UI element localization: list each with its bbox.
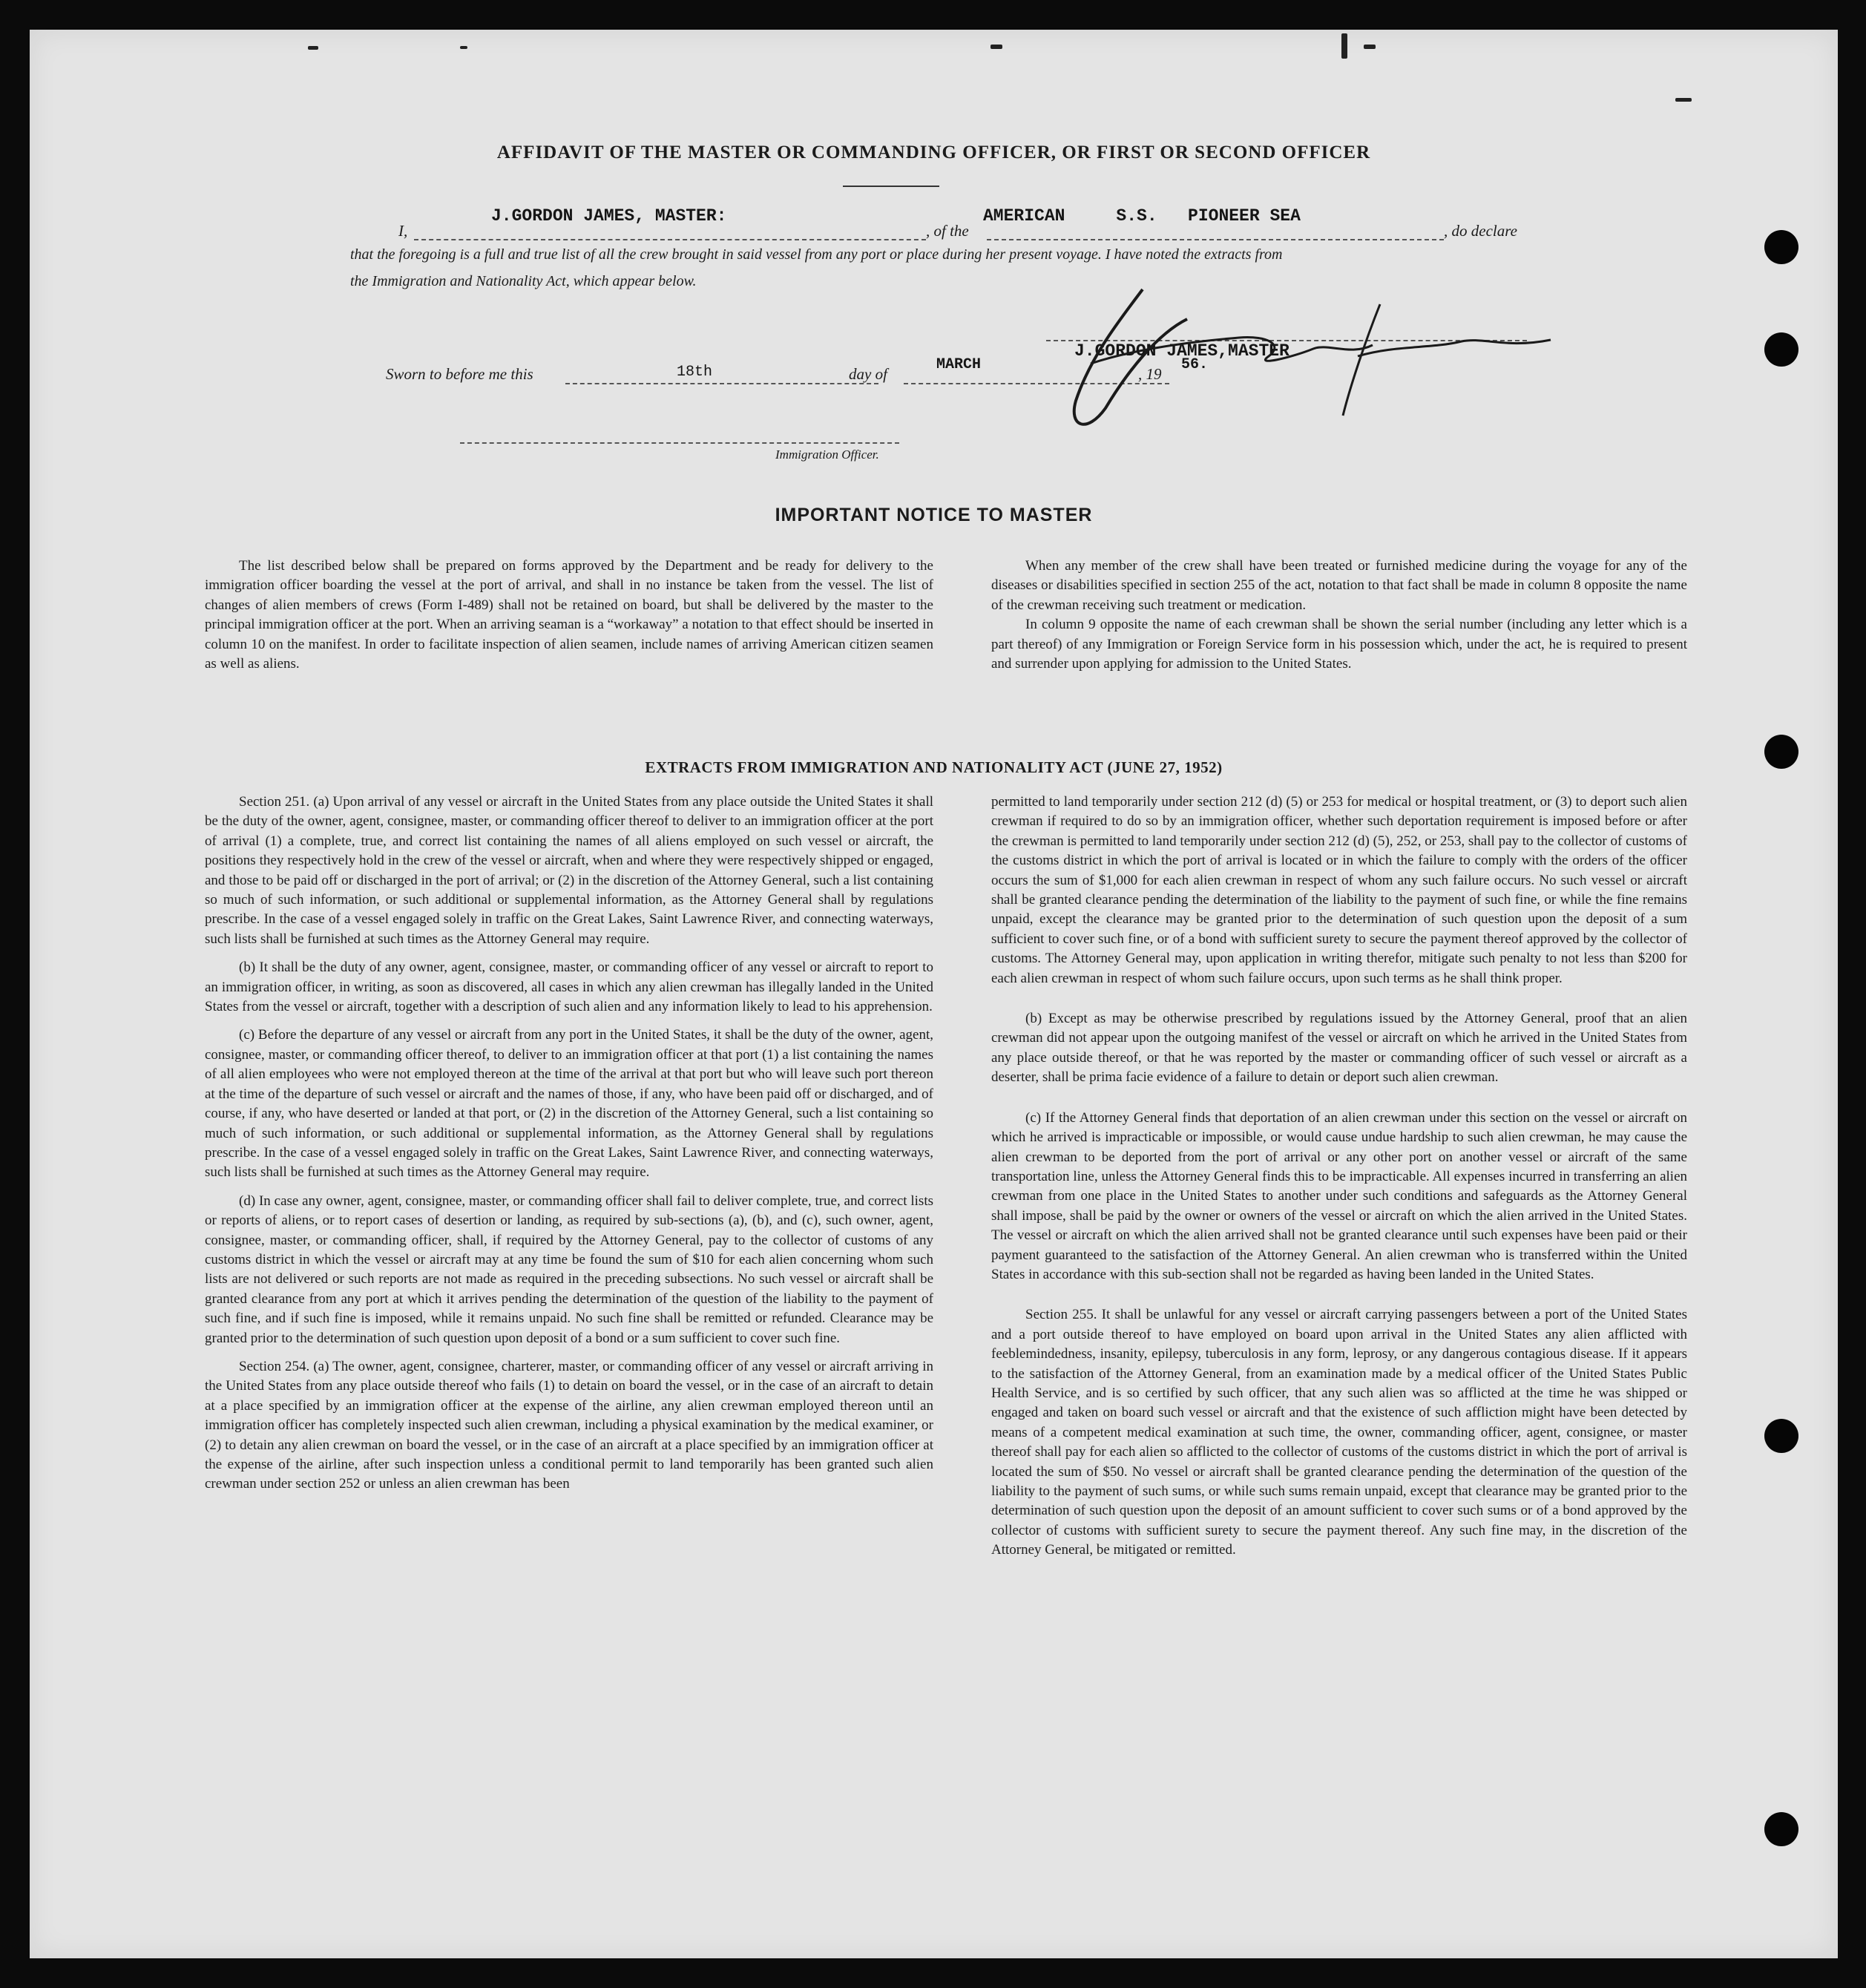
extracts-title: EXTRACTS FROM IMMIGRATION AND NATIONALITY ACT (JUNE 27, 1952) <box>645 758 1223 776</box>
scan-speck <box>308 46 318 50</box>
notice-paragraph: In column 9 opposite the name of each crewman shall be shown the serial number (including any letter which is a part thereof) of any Immigration or Foreign Service form in his possession which, under the act, he is required to present and surrender upon applying for admission to the United States. <box>991 617 1687 672</box>
sworn-label: Sworn to before me this <box>386 365 533 383</box>
sworn-day: 18th <box>677 364 713 381</box>
do-declare-label: , do declare <box>1444 222 1517 240</box>
act-section-paragraph: (b) It shall be the duty of any owner, agent, consignee, master, or commanding officer of any vessel or aircraft to report to an immigration officer, in writing, as soon as discovered, all cases in which any alien crewman has illegally landed in the United States from the vessel or aircraft, together with a description of such alien and any information likely to lead to his apprehension. <box>205 959 933 1015</box>
officer-signature-line <box>460 442 899 444</box>
binder-hole <box>1764 332 1798 367</box>
document-page <box>30 30 1838 1958</box>
act-section-paragraph: permitted to land temporarily under section 212 (d) (5) or 253 for medical or hospital treatment, or (3) to deport such alien crewman if required to do so by an immigration officer, whether such deportation requirement is imposed before or after the crewman is permitted to land temporarily under section 212 (d) (5), 252, or 253, shall pay to the collector of customs of the customs district in which the port of arrival is located or in which the failure to comply with the orders of the officer occurs the sum of $1,000 for each alien crewman in respect of whom any such failure occurs. No such vessel or aircraft shall be granted clearance pending the determination of the liability to the payment of such fine, or while the fine remains unpaid, except the clearance may be granted prior to the determination of such question upon the deposit of a sum sufficient to cover such fine, or of a bond with sufficient surety to secure the payment thereof approved by the collector of customs. The Attorney General may, upon application in writing therefor, mitigate such penalty to not less than $200 for each alien crewman in respect of whom such failure occurs, upon such terms as he shall think proper. <box>991 794 1687 986</box>
handwritten-signature <box>1046 275 1566 445</box>
extracts-left-column <box>205 793 933 1503</box>
affidavit-statement-line: that the foregoing is a full and true list of all the crew brought in said vessel from any port or place during her present voyage. I have noted the extracts from <box>350 246 1283 263</box>
binder-hole <box>1764 230 1798 264</box>
scan-speck <box>1364 45 1376 49</box>
signature-typed-name: J.GORDON JAMES,MASTER <box>1074 341 1290 361</box>
act-section-paragraph: (c) Before the departure of any vessel or aircraft from any port in the United States, it shall be the duty of the owner, agent, consignee, master, or commanding officer thereof, to deliver to an immigration officer at that port (1) a list containing the names of all alien employees who were not employed thereon at the time of the arrival at that port but who will leave such port thereon at the time of the departure of such vessel or aircraft and the names of those, if any, who have been paid off or discharged, and of course, if any, who have deserted or landed at that port, or (2) in the discretion of the Attorney General, such a list containing so much of such information, or such additional or supplemental information, as the Attorney General shall by regulations prescribe. In the case of a vessel engaged solely in traffic on the Great Lakes, Saint Lawrence River, and connecting waterways, such lists shall be furnished at such times as the Attorney General may require. <box>205 1027 933 1181</box>
extracts-right-column <box>991 793 1687 1569</box>
scan-speck <box>1341 33 1347 59</box>
act-section-paragraph: (b) Except as may be otherwise prescribed by regulations issued by the Attorney General, proof that an alien crewman did not appear upon the outgoing manifest of the vessel or aircraft on which he arrived in the United States from any place outside thereof, or that he was reported by the master or commanding officer of such vessel or aircraft as a deserter, shall be prima facie evidence of a failure to detain or deport such alien crewman. <box>991 1011 1687 1086</box>
sworn-month: MARCH <box>936 356 982 373</box>
vessel-name: AMERICAN S.S. PIONEER SEA <box>983 206 1301 226</box>
scan-speck <box>460 46 467 49</box>
name-field-line <box>414 239 926 240</box>
day-field-line <box>565 383 878 384</box>
sworn-year: 56. <box>1181 356 1209 373</box>
notice-title: IMPORTANT NOTICE TO MASTER <box>775 505 1093 525</box>
act-section-paragraph: (c) If the Attorney General finds that deportation of an alien crewman under this section on the vessel or aircraft on which he arrived is impracticable or impossible, or would cause undue hardship to such alien crewman, he may cause the alien crewman to be deported from the port of arrival or any other port on another vessel or aircraft of the same transportation line, unless the Attorney General finds this to be impracticable. All expenses incurred in transferring an alien crewman from one place in the United States to another under such conditions and safeguards as the Attorney General shall impose, shall be paid by the owner or owners of the vessel or aircraft on which the alien arrived in the United States. The vessel or aircraft on which the alien arrived shall not be granted clearance until such expenses have been paid or their payment guaranteed to the satisfaction of the Attorney General. An alien crewman who is transferred within the United States in accordance with this sub-section shall not be regarded as having been landed in the United States. <box>991 1109 1687 1282</box>
title-divider <box>843 186 939 187</box>
binder-hole <box>1764 1812 1798 1846</box>
immigration-officer-label: Immigration Officer. <box>775 447 879 462</box>
binder-hole <box>1764 1419 1798 1453</box>
of-the-label: , of the <box>926 222 969 240</box>
affidavit-title: AFFIDAVIT OF THE MASTER OR COMMANDING OFFICER, OR FIRST OR SECOND OFFICER <box>496 142 1371 163</box>
scan-speck <box>1675 98 1692 102</box>
vessel-field-line <box>987 239 1444 240</box>
day-of-label: day of <box>849 365 887 383</box>
notice-paragraph: When any member of the crew shall have been treated or furnished medicine during the voyage for any of the diseases or disabilities specified in section 255 of the act, notation to that fact shall be made in column 8 opposite the name of the crewman receiving such treatment or medication. <box>991 558 1687 613</box>
scan-speck <box>991 45 1002 49</box>
master-name: J.GORDON JAMES, MASTER: <box>491 206 727 226</box>
act-section-paragraph: (d) In case any owner, agent, consignee, master, or commanding officer shall fail to deliver complete, true, and correct lists or reports of aliens, or to report cases of desertion or landing, as required by sub-sections (a), (b), and (c), such owner, agent, consignee, master, or commanding officer, shall, if required by the Attorney General, pay to the collector of customs of any customs district in which the vessel or aircraft may at any time be found the sum of $10 for each alien concerning whom such lists are not delivered or such reports are not made as required in the preceding subsections. No such vessel or aircraft shall be granted clearance from any port at which it arrives pending the determination of the question of the liability to the payment of such fine, and if such fine is imposed, while it remains unpaid. No such fine shall be remitted or refunded. Clearance may be granted prior to the determination of such question upon deposit of a bond or a sum sufficient to cover such fine. <box>205 1193 933 1346</box>
i-label: I, <box>398 222 408 240</box>
act-section-paragraph: Section 254. (a) The owner, agent, consignee, charterer, master, or commanding officer of any vessel or aircraft arriving in the United States from any place outside thereof who fails (1) to detain on board the vessel, or in the case of an aircraft to detain at a place specified by an immigration officer at the expense of the airline, any alien crewman employed thereon until an immigration officer has completely inspected such alien crewman, including a physical examination by the medical examiner, or (2) to detain any alien crewman on board the vessel, or in the case of an aircraft at a place specified by an immigration officer at the expense of the airline, after such inspection unless a conditional permit to land temporarily has been granted such alien crewman under section 252 or unless an alien crewman has been <box>205 1358 933 1492</box>
year-prefix: , 19 <box>1138 365 1162 383</box>
notice-paragraph: The list described below shall be prepared on forms approved by the Department and be ready for delivery to the immigration officer boarding the vessel at the port of arrival, and shall in no instance be taken from the vessel. The list of changes of alien members of crews (Form I-489) shall not be retained on board, but shall be delivered by the master to the principal immigration officer at the port. When an arriving seaman is a “workaway” a notation to that effect should be inserted in column 10 on the manifest. In order to facilitate inspection of alien seamen, include names of arriving American citizen seamen as well as aliens. <box>205 558 933 672</box>
affidavit-statement-line: the Immigration and Nationality Act, which appear below. <box>350 273 697 289</box>
act-section-paragraph: Section 251. (a) Upon arrival of any vessel or aircraft in the United States from any place outside the United States it shall be the duty of the owner, agent, consignee, master, or commanding officer thereof to deliver to an immigration officer at the port of arrival (1) a complete, true, and correct list containing the names of all aliens employed on such vessel or aircraft, the positions they respectively hold in the crew of the vessel or aircraft, when and where they were respectively shipped or engaged, and those to be paid off or discharged in the port of arrival; or (2) in the discretion of the Attorney General, such a list containing so much of such information, or such additional or supplemental information, as the Attorney General shall by regulations prescribe. In the case of a vessel engaged solely in traffic on the Great Lakes, Saint Lawrence River, and connecting waterways, such lists shall be furnished at such times as the Attorney General may require. <box>205 794 933 947</box>
act-section-paragraph: Section 255. It shall be unlawful for any vessel or aircraft carrying passengers between a port of the United States and a port outside thereof to have employed on board upon arrival in the United States any alien afflicted with feeblemindedness, insanity, epilepsy, tuberculosis in any form, leprosy, or any dangerous contagious disease. If it appears to the satisfaction of the Attorney General, from an examination made by a medical officer of the United States Public Health Service, and is so certified by such officer, that any such alien was so afflicted at the time he was shipped or engaged and taken on board such vessel or aircraft and that the existence of such affliction might have been detected by means of a competent medical examination at such time, the owner, commanding officer, agent, consignee, or master thereof shall pay for each alien so afflicted to the collector of customs of the customs district in which the port of arrival is located the sum of $50. No vessel or aircraft shall be granted clearance pending the determination of the question of the liability to the payment of such sums, or while such sums remain unpaid, except that clearance may be granted prior to the determination of such question upon the deposit of an amount sufficient to cover such sums or of a bond approved by the collector of customs with sufficient surety to secure the payment thereof. Any such fine may, in the discretion of the Attorney General, be mitigated or remitted. <box>991 1307 1687 1558</box>
notice-right-column <box>991 557 1687 683</box>
notice-left-column <box>205 557 933 683</box>
